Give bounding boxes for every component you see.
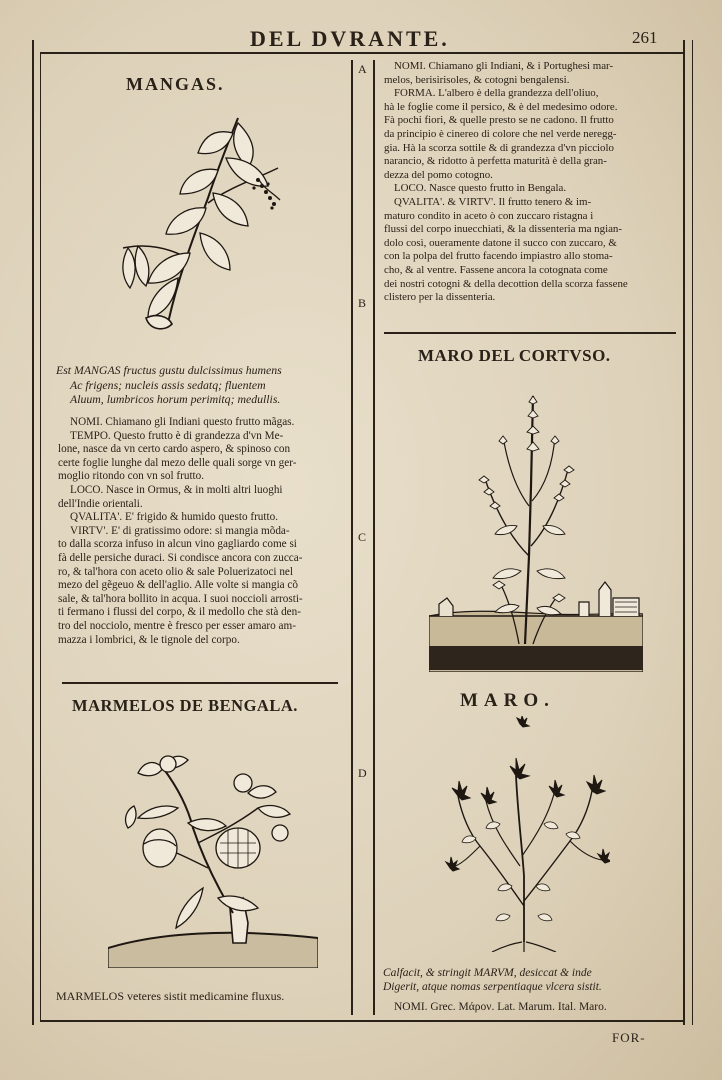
marmelos-body-line: clistero per la dissenteria. [384, 291, 496, 304]
marmelos-body-line: melos, berisirisoles, & cotogni bengalensi. [384, 73, 570, 86]
right-outer-rule [692, 40, 693, 1025]
top-rule [40, 52, 685, 54]
mangas-body-line: LOCO. Nasce in Ormus, & in molti altri luoghi [70, 483, 283, 496]
marmelos-heading: MARMELOS DE BENGALA. [72, 696, 298, 715]
maro-cortuso-heading: MARO DEL CORTVSO. [418, 346, 611, 365]
mangas-latin-verse [56, 363, 282, 407]
page-number: 261 [632, 28, 658, 47]
maro-latin-verse [383, 966, 602, 994]
maro-woodcut-illustration [440, 716, 610, 952]
marmelos-body-line: FORMA. L'albero è della grandezza dell'oliuo, [394, 87, 599, 100]
mangas-body-line: dell'Indie orientali. [58, 497, 143, 510]
catchword: FOR- [612, 1030, 646, 1045]
mangas-verse-line: Aluum, lumbricos horum perimitq; medullis. [70, 392, 281, 406]
left-inner-rule [40, 52, 41, 1020]
mangas-body-line: ti fermano i flussi del corpo, & il medollo che stà den- [58, 606, 301, 619]
mangas-body-line: lone, nasce da vn certo cardo aspero, & spinoso con [58, 443, 291, 456]
right-section-rule [384, 332, 676, 334]
margin-letter-d: D [358, 766, 367, 780]
mangas-body-line: sale, & tal'hora bollito in acqua. I suoi noccioli arrosti- [58, 592, 303, 605]
marmelos-caption-text: MARMELOS veteres sistit medicamine fluxus. [56, 989, 285, 1003]
mangas-heading: MANGAS. [126, 74, 225, 94]
mangas-body-line: VIRTV'. E' di gratissimo odore: si mangia mõda- [70, 524, 290, 537]
mangas-verse-line: Ac frigens; nucleis assis sedatq; fluentem [70, 377, 266, 392]
marmelos-body-line: cho, & al ventre. Fassene ancora la cotognata come [384, 263, 608, 276]
margin-letter-b: B [358, 296, 367, 310]
mangas-body-line: mazza i lombrici, & le tignole del corpo. [58, 633, 240, 646]
mangas-body-line: QVALITA'. E' frigido & humido questo frutto. [70, 511, 279, 524]
marmelos-body-line: Fà pochi fiori, & quelle presto se ne cadono. Il frutto [384, 114, 614, 127]
maro-heading: MARO. [460, 690, 555, 711]
mangas-woodcut-illustration [108, 108, 288, 338]
bottom-rule [40, 1020, 685, 1022]
mangas-body-line: TEMPO. Questo frutto è di grandezza d'vn Me- [70, 429, 284, 442]
mangas-body-line: mezo del gẽgeuo & dell'aglio. Alle volte si mangia cõ [58, 579, 298, 592]
marmelos-body-text [384, 60, 628, 305]
maro-cortuso-woodcut-illustration [429, 376, 643, 672]
marmelos-body-line: narancio, & ridotto à perfetta maturità è della gran- [384, 155, 607, 168]
mangas-body-line: ro, & tal'hora con aceto olio & sale Poluerizatoci nel [58, 565, 294, 578]
maro-verse-line: Calfacit, & stringit MARVM, desiccat & inde [383, 967, 592, 979]
marmelos-body-line: QVALITA'. & VIRTV'. Il frutto tenero & im- [394, 195, 592, 208]
marmelos-body-line: LOCO. Nasce questo frutto in Bengala. [394, 182, 567, 195]
marmelos-caption [56, 990, 284, 1004]
mangas-body-line: moglio ritondo con vn sol frutto. [58, 470, 205, 483]
marmelos-body-line: con la polpa del frutto facendo impiastro allo stoma- [384, 250, 613, 263]
right-inner-rule [683, 40, 685, 1025]
maro-verse-line: Digerit, atque nomas serpentiaque vlcera sistit. [383, 981, 602, 993]
mangas-verse-line: Est MANGAS fructus gustu dulcissimus humens [56, 363, 282, 377]
marmelos-body-line: dei nostri cotogni & della decottion della scorza fassene [384, 277, 628, 290]
center-left-rule [351, 60, 353, 1015]
margin-letter-a: A [358, 62, 367, 76]
marmelos-body-line: flussi del corpo inuecchiati, & la dissenteria ma ngian- [384, 223, 623, 236]
marmelos-body-line: NOMI. Chiamano gli Indiani, & i Portughesi mar- [394, 60, 614, 72]
marmelos-body-line: dezza del pomo cotogno. [384, 168, 493, 181]
mangas-body-line: certe foglie lunghe dal mezo delle quali sorge vn ger- [58, 456, 297, 469]
marmelos-body-line: hà le foglie come il persico, & è del medesimo odore. [384, 100, 618, 113]
marmelos-woodcut-illustration [108, 748, 318, 968]
page-header-title: DEL DVRANTE. [250, 26, 450, 51]
marmelos-body-line: gia. Hà la scorza sottile & di grandezza d'vn picciolo [384, 141, 614, 154]
left-section-rule [62, 682, 338, 684]
mangas-body-line: fà delle persiche duraci. Si condisce ancora con zucca- [58, 551, 303, 564]
center-right-rule [373, 60, 375, 1015]
marmelos-body-line: maturo condito in aceto ò con zuccaro ristagna i [384, 209, 594, 222]
marmelos-body-line: da principio è cinereo di colore che nel verde neregg- [384, 127, 617, 140]
mangas-body-text [58, 416, 303, 647]
left-outer-rule [32, 40, 34, 1025]
maro-names [394, 1001, 607, 1015]
marmelos-body-line: dolo così, oueramente datone il succo con zuccaro, & [384, 236, 617, 249]
margin-letter-c: C [358, 530, 367, 544]
mangas-body-line: NOMI. Chiamano gli Indiani questo frutto mãgas. [70, 416, 295, 428]
maro-names-line: NOMI. Grec. Μάρον. Lat. Marum. Ital. Maro. [394, 1001, 607, 1013]
mangas-body-line: to dalla scorza infuso in alcun vino gagliardo come si [58, 538, 297, 551]
mangas-body-line: tro del nocciolo, mentre è fresco per esser amaro am- [58, 619, 296, 632]
